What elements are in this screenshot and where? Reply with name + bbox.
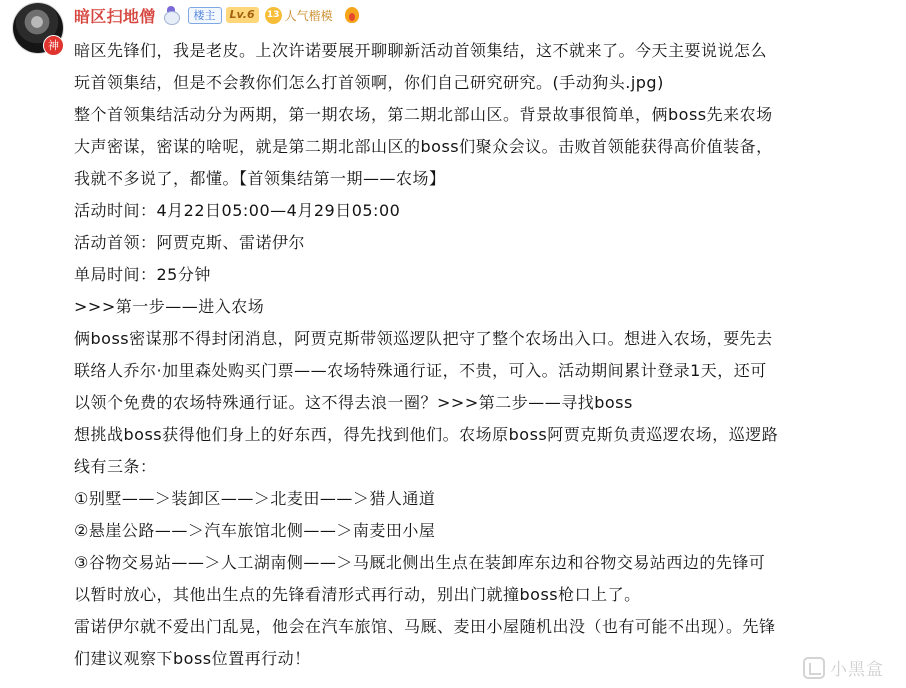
body-line: >>>第一步——进入农场 [74,297,265,316]
username[interactable]: 暗区扫地僧 [74,6,156,26]
body-line: 联络人乔尔·加里森处购买门票——农场特殊通行证，不贵，可入。活动期间累计登录1天，还可 [74,361,767,380]
body-line: 我就不多说了，都懂。【首领集结第一期——农场】 [74,169,446,188]
heybox-logo-icon [803,657,825,679]
body-line: 暗区先锋们，我是老皮。上次许诺要展开聊聊新活动首领集结，这不就来了。今天主要说说怎么 [74,41,768,60]
body-line: 俩boss密谋那不得封闭消息，阿贾克斯带领巡逻队把守了整个农场出入口。想进入农场，要先去 [74,329,773,348]
body-line: ②悬崖公路——＞汽车旅馆北侧——＞南麦田小屋 [74,521,436,540]
op-badge: 楼主 [188,7,222,24]
body-line: ③谷物交易站——＞人工湖南侧——＞马厩北侧出生点在装卸库东边和谷物交易站西边的先锋可 [74,553,766,572]
body-line: 玩首领集结，但是不会教你们怎么打首领啊，你们自己研究研究。(手动狗头.jpg) [74,73,664,92]
body-line: 雷诺伊尔就不爱出门乱晃，他会在汽车旅馆、马厩、麦田小屋随机出没（也有可能不出现）。先锋 [74,617,776,636]
medal-icon: 13 [265,7,282,24]
level-badge: Lv.6 [226,7,259,23]
body-line: 以暂时放心，其他出生点的先锋看清形式再行动，别出门就撞boss枪口上了。 [74,585,641,604]
body-line: 想挑战boss获得他们身上的好东西，得先找到他们。农场原boss阿贾克斯负责巡逻农场，巡逻路 [74,425,779,444]
body-line: 活动时间：4月22日05:00—4月29日05:00 [74,201,401,220]
body-line: 整个首领集结活动分为两期，第一期农场，第二期北部山区。背景故事很简单，俩boss先来农场 [74,105,773,124]
body-line: ①别墅——＞装卸区——＞北麦田——＞猎人通道 [74,489,436,508]
body-line: 活动首领：阿贾克斯、雷诺伊尔 [74,233,306,252]
body-line: 们建议观察下boss位置再行动！ [74,649,311,668]
body-line: 线有三条： [74,457,157,476]
avatar-badge: 神 [43,35,64,56]
post-header [74,3,361,27]
fire-emoji-icon [343,6,361,24]
medal-label: 人气楷模 [284,8,333,23]
body-line: 以领个免费的农场特殊通行证。这不得去浪一圈？>>>第二步——寻找boss [74,393,633,412]
body-line: 大声密谋，密谋的啥呢，就是第二期北部山区的boss们聚众会议。击败首领能获得高价值装备， [74,137,773,156]
body-line: 单局时间：25分钟 [74,265,211,284]
user-emoji-icon [162,6,180,24]
post-body [74,35,874,675]
watermark-text: 小黑盒 [830,660,884,680]
watermark [803,655,884,680]
